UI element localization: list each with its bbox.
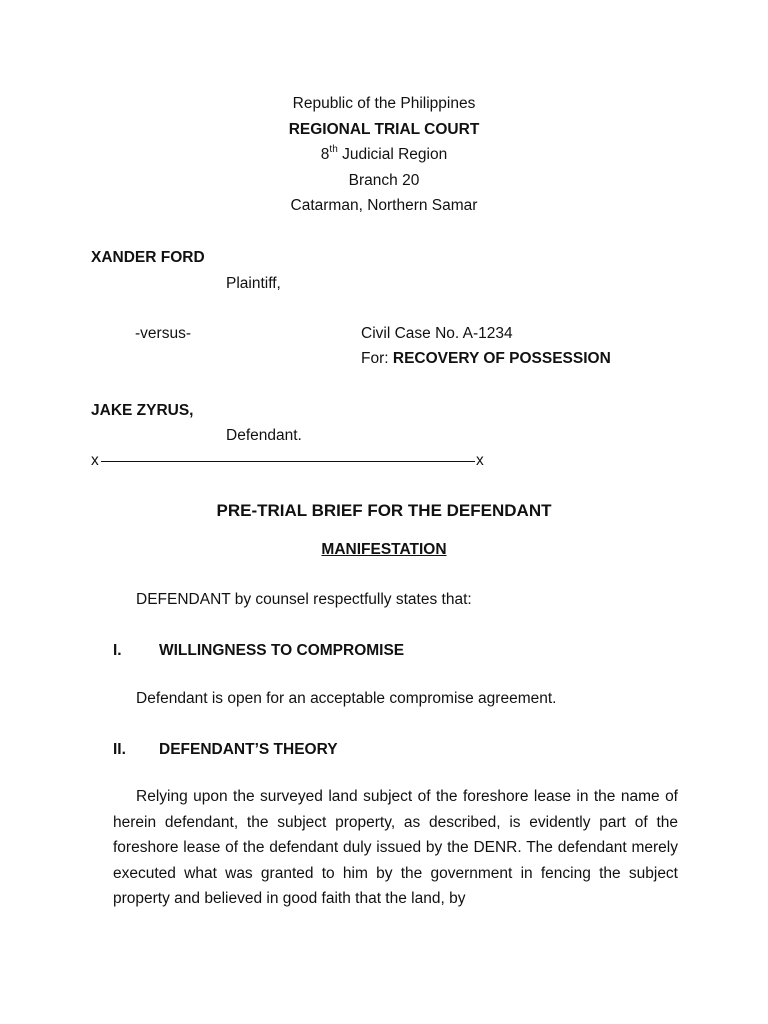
section-1-heading: WILLINGNESS TO COMPROMISE — [159, 642, 405, 659]
republic-line: Republic of the Philippines — [292, 95, 476, 112]
plaintiff-role: Plaintiff, — [226, 275, 281, 292]
for-value: RECOVERY OF POSSESSION — [392, 350, 611, 367]
region-text: Judicial Region — [337, 146, 448, 163]
caption-divider — [101, 461, 475, 462]
section-2-body: Relying upon the surveyed land subject of the foreshore lease in the name of herein defendant, the subject property, as described, is evidently part of the foreshore lease of the defendant duly issued by the DENR. The defendant merely executed what was granted to him by the government in fencing the subject property and believed in good faith that the land, by — [113, 788, 678, 907]
rule-right-mark: x — [476, 452, 484, 469]
document-title: PRE-TRIAL BRIEF FOR THE DEFENDANT — [216, 501, 552, 520]
section-1-body: Defendant is open for an acceptable compromise agreement. — [136, 690, 557, 707]
region-number: 8 — [320, 146, 330, 163]
judicial-region — [0, 145, 768, 165]
section-2-heading: DEFENDANT’S THEORY — [159, 741, 338, 758]
case-nature — [361, 349, 611, 369]
plaintiff-name: XANDER FORD — [91, 249, 205, 266]
for-label: For: — [361, 350, 393, 367]
rule-left-mark: x — [91, 452, 99, 469]
location-line: Catarman, Northern Samar — [290, 197, 478, 214]
versus-label: -versus- — [135, 325, 191, 342]
region-ordinal: th — [329, 143, 338, 155]
document-subtitle: MANIFESTATION — [321, 541, 447, 558]
case-number: Civil Case No. A-1234 — [361, 325, 513, 342]
court-name: REGIONAL TRIAL COURT — [288, 121, 480, 138]
section-2-number: II. — [113, 741, 126, 758]
intro-statement: DEFENDANT by counsel respectfully states that: — [136, 591, 472, 608]
branch-line: Branch 20 — [348, 172, 420, 189]
defendant-name: JAKE ZYRUS, — [91, 402, 194, 419]
section-1-number: I. — [113, 642, 122, 659]
defendant-role: Defendant. — [226, 427, 302, 444]
